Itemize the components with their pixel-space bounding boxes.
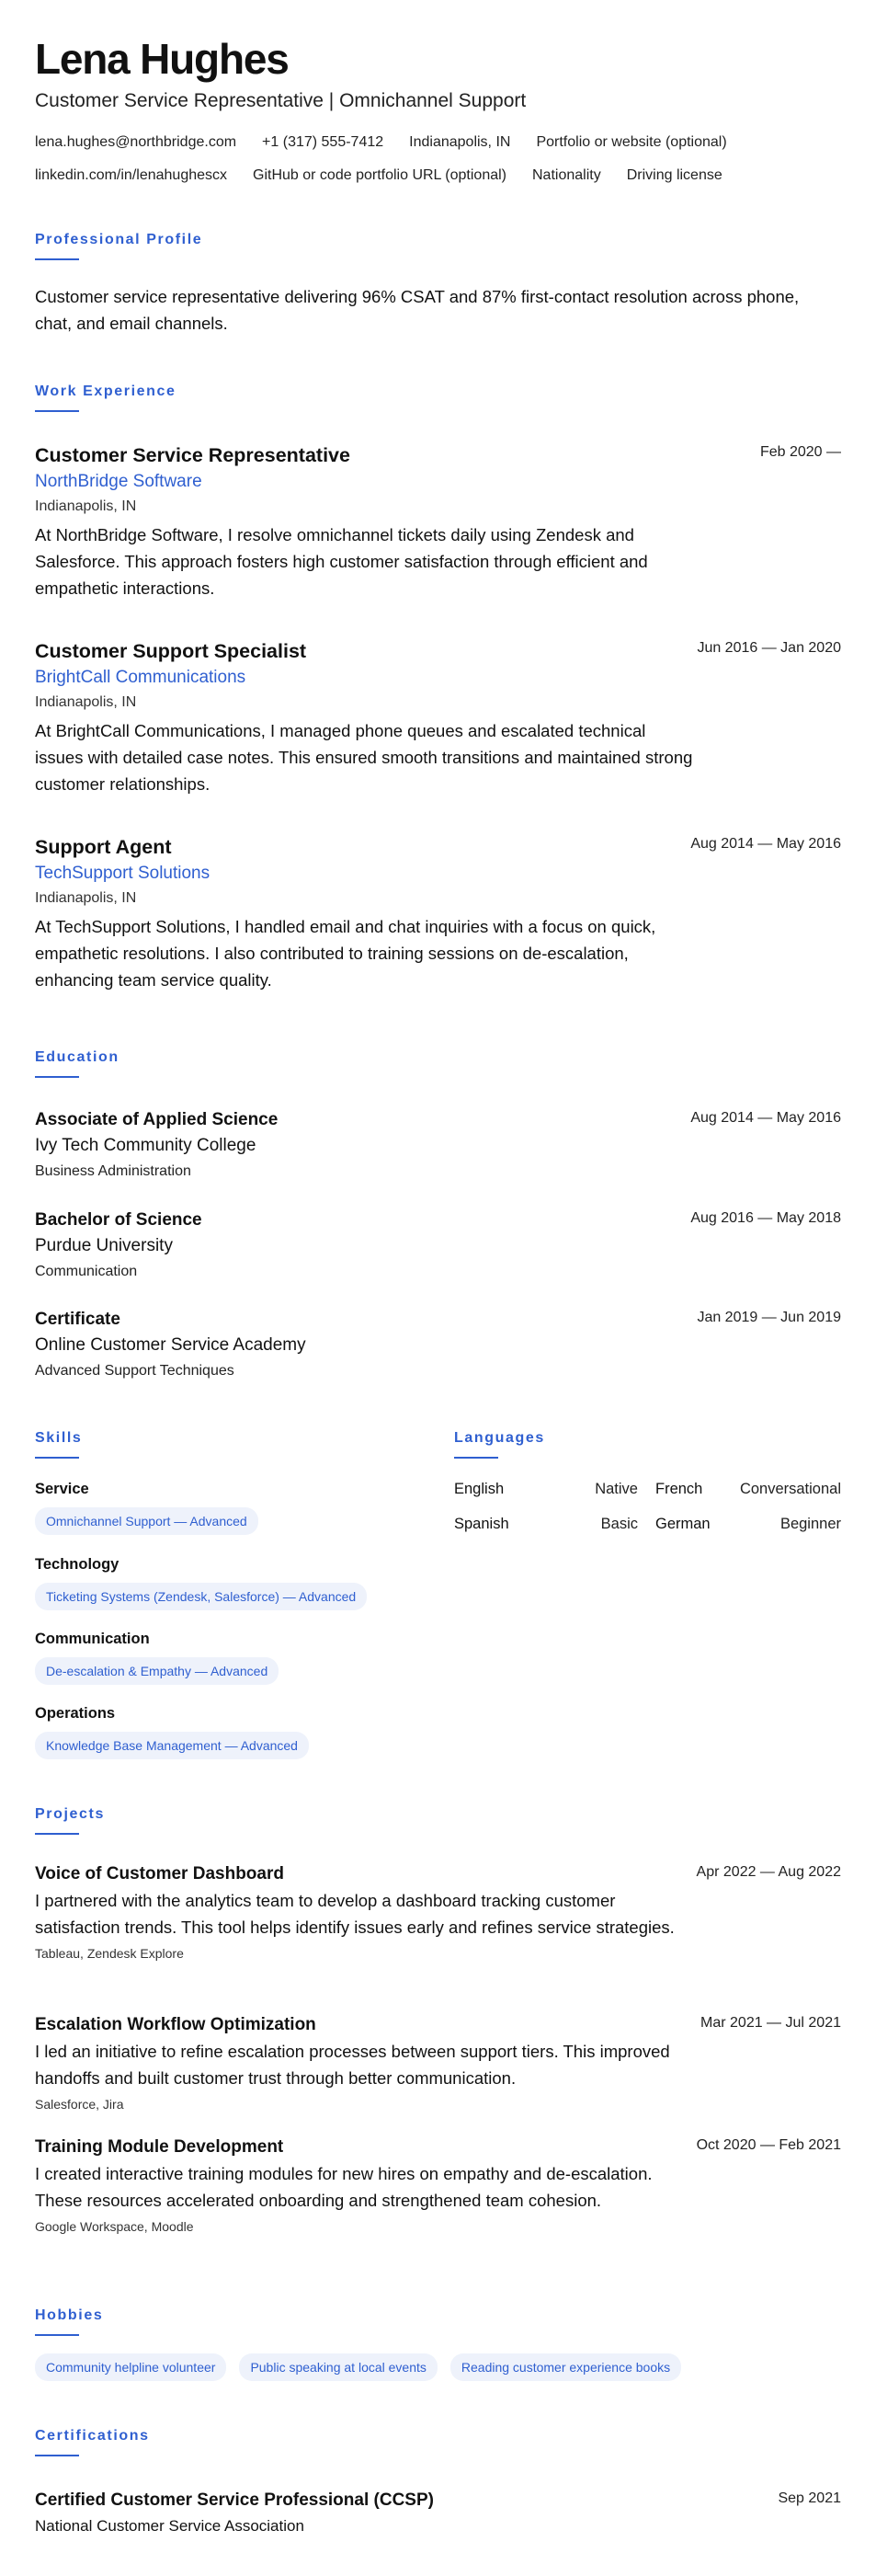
skill-chip: Omnichannel Support — Advanced xyxy=(35,1507,258,1535)
section-heading: Work Experience xyxy=(35,384,176,399)
job-title: Support Agent xyxy=(35,836,172,858)
project-description: I created interactive training modules for new hires on empathy and de-escalation. These resources accelerated onboarding and strengthened team cohesion. xyxy=(35,2164,653,2210)
edu-field: Communication xyxy=(35,1264,138,1279)
skill-chip: De-escalation & Empathy — Advanced xyxy=(35,1657,279,1685)
profile-text: Customer service representative delivering 96% CSAT and 87% first-contact resolution across phone, chat, and email channels. xyxy=(35,287,800,333)
project-dates: Apr 2022 — Aug 2022 xyxy=(696,1864,841,1880)
section-heading: Skills xyxy=(35,1430,83,1446)
project-title: Training Module Development xyxy=(35,2137,284,2157)
skill-group xyxy=(35,1629,279,1685)
language-level: Conversational xyxy=(739,1481,841,1497)
edu-degree: Bachelor of Science xyxy=(35,1210,202,1230)
job-company: BrightCall Communications xyxy=(35,668,246,687)
education-entry xyxy=(35,1308,841,1381)
education-entry xyxy=(35,1108,841,1182)
skill-chip: Knowledge Base Management — Advanced xyxy=(35,1732,309,1759)
project-description: I led an initiative to refine escalation processes between support tiers. This improved handoffs and built customer trust through better communication. xyxy=(35,2042,670,2088)
project-dates: Mar 2021 — Jul 2021 xyxy=(700,2015,841,2031)
edu-dates: Aug 2014 — May 2016 xyxy=(690,1110,841,1126)
section-heading: Languages xyxy=(454,1430,545,1446)
profile-section xyxy=(35,231,825,337)
project-description: I partnered with the analytics team to develop a dashboard tracking customer satisfaction trends. This tool helps identify issues early and refines service strategies. xyxy=(35,1891,675,1937)
hobby-chip: Community helpline volunteer xyxy=(35,2353,226,2381)
contact-nationality: Nationality xyxy=(532,167,601,183)
project-tech: Tableau, Zendesk Explore xyxy=(35,1946,184,1961)
skills-section xyxy=(35,1429,82,1459)
language-level: Beginner xyxy=(779,1516,841,1532)
cert-name: Certified Customer Service Professional (CCSP) xyxy=(35,2490,434,2510)
section-underline xyxy=(35,258,79,260)
project-title: Escalation Workflow Optimization xyxy=(35,2015,316,2034)
edu-degree: Certificate xyxy=(35,1310,120,1329)
section-underline xyxy=(35,2334,79,2336)
contact-row-2 xyxy=(35,166,753,186)
section-underline xyxy=(454,1457,498,1459)
edu-school: Online Customer Service Academy xyxy=(35,1335,306,1355)
section-underline xyxy=(35,1076,79,1078)
hobbies-section xyxy=(35,2307,103,2336)
edu-field: Business Administration xyxy=(35,1163,191,1179)
education-entry xyxy=(35,1208,841,1282)
section-heading: Projects xyxy=(35,1806,105,1822)
section-heading: Professional Profile xyxy=(35,232,203,247)
hobbies-list xyxy=(35,2353,681,2381)
certifications-section xyxy=(35,2427,150,2456)
section-underline xyxy=(35,1457,79,1459)
job-location: Indianapolis, IN xyxy=(35,890,137,906)
resume-header xyxy=(35,35,753,186)
contact-github[interactable]: GitHub or code portfolio URL (optional) xyxy=(253,167,506,183)
job-dates: Feb 2020 — xyxy=(759,444,841,460)
cert-org: National Customer Service Association xyxy=(35,2517,304,2535)
job-entry xyxy=(35,442,841,601)
edu-dates: Aug 2016 — May 2018 xyxy=(690,1210,841,1226)
candidate-name: Lena Hughes xyxy=(35,35,289,83)
contact-portfolio[interactable]: Portfolio or website (optional) xyxy=(536,134,727,150)
project-tech: Salesforce, Jira xyxy=(35,2097,124,2112)
section-underline xyxy=(35,1833,79,1835)
language-level: Basic xyxy=(600,1516,638,1532)
section-heading: Hobbies xyxy=(35,2307,104,2323)
job-description: At BrightCall Communications, I managed phone queues and escalated technical issues with detailed case notes. This ensured smooth transitions and maintained strong customer relationships. xyxy=(35,721,693,794)
edu-degree: Associate of Applied Science xyxy=(35,1110,279,1129)
project-entry xyxy=(35,2013,841,2113)
project-tech: Google Workspace, Moodle xyxy=(35,2219,194,2234)
section-underline xyxy=(35,2455,79,2456)
languages-list xyxy=(454,1479,841,1534)
skill-category: Communication xyxy=(35,1631,150,1647)
skill-chip: Ticketing Systems (Zendesk, Salesforce) — Advanced xyxy=(35,1583,367,1610)
language-item xyxy=(655,1479,841,1499)
candidate-title: Customer Service Representative | Omnichannel Support xyxy=(35,90,527,111)
skill-category: Service xyxy=(35,1481,89,1497)
language-name: French xyxy=(655,1481,703,1497)
job-entry xyxy=(35,638,841,797)
language-name: German xyxy=(655,1516,711,1532)
contact-email[interactable]: lena.hughes@northbridge.com xyxy=(35,134,237,150)
skill-category: Technology xyxy=(35,1556,119,1573)
education-section xyxy=(35,1048,841,1078)
project-entry xyxy=(35,1862,841,1963)
contact-linkedin[interactable]: linkedin.com/in/lenahughescx xyxy=(35,167,228,183)
project-title: Voice of Customer Dashboard xyxy=(35,1864,284,1883)
language-item xyxy=(454,1514,638,1534)
contact-driving-license: Driving license xyxy=(626,167,722,183)
language-level: Native xyxy=(595,1481,638,1497)
skill-group xyxy=(35,1479,258,1535)
edu-dates: Jan 2019 — Jun 2019 xyxy=(697,1310,841,1325)
language-item xyxy=(655,1514,841,1534)
contact-phone[interactable]: +1 (317) 555-7412 xyxy=(262,134,384,150)
skill-group xyxy=(35,1703,309,1759)
project-dates: Oct 2020 — Feb 2021 xyxy=(696,2137,841,2153)
job-dates: Jun 2016 — Jan 2020 xyxy=(697,640,841,656)
language-item xyxy=(454,1479,638,1499)
contact-location: Indianapolis, IN xyxy=(409,134,511,150)
hobby-chip: Reading customer experience books xyxy=(450,2353,681,2381)
job-location: Indianapolis, IN xyxy=(35,498,137,514)
section-heading: Certifications xyxy=(35,2428,150,2444)
job-company: TechSupport Solutions xyxy=(35,864,210,883)
contact-row-1 xyxy=(35,132,753,153)
project-entry xyxy=(35,2135,841,2236)
section-underline xyxy=(35,410,79,412)
projects-section xyxy=(35,1805,841,1835)
edu-school: Purdue University xyxy=(35,1236,173,1255)
job-entry xyxy=(35,834,841,993)
hobby-chip: Public speaking at local events xyxy=(239,2353,437,2381)
job-title: Customer Service Representative xyxy=(35,444,350,466)
skill-category: Operations xyxy=(35,1705,116,1722)
cert-date: Sep 2021 xyxy=(778,2490,841,2506)
edu-school: Ivy Tech Community College xyxy=(35,1136,256,1155)
job-description: At NorthBridge Software, I resolve omnichannel tickets daily using Zendesk and Salesforce. This approach fosters high customer satisfaction through efficient and empathetic interactions. xyxy=(35,525,648,598)
job-title: Customer Support Specialist xyxy=(35,640,307,662)
section-heading: Education xyxy=(35,1049,119,1065)
job-company: NorthBridge Software xyxy=(35,472,202,491)
languages-section xyxy=(454,1429,545,1459)
language-name: English xyxy=(454,1481,505,1497)
edu-field: Advanced Support Techniques xyxy=(35,1363,234,1379)
job-dates: Aug 2014 — May 2016 xyxy=(690,836,841,852)
certification-entry xyxy=(35,2489,841,2537)
job-location: Indianapolis, IN xyxy=(35,694,137,710)
skill-group xyxy=(35,1554,367,1610)
experience-section xyxy=(35,383,841,412)
language-name: Spanish xyxy=(454,1516,509,1532)
job-description: At TechSupport Solutions, I handled email and chat inquiries with a focus on quick, empathetic resolutions. I also contributed to training sessions on de-escalation, enhancing team service quality. xyxy=(35,917,656,990)
